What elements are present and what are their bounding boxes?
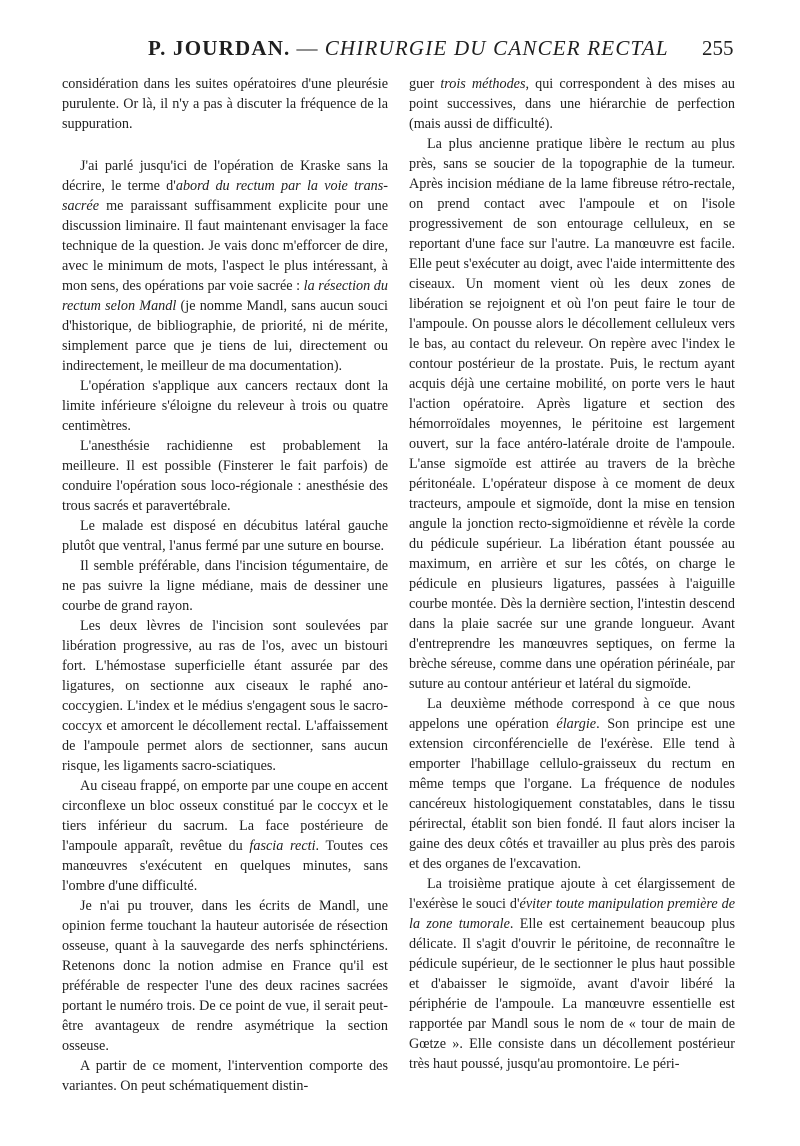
paragraph: Il semble préférable, dans l'incision tégumentaire, de ne pas suivre la ligne médiane, mais de dessiner une courbe de grand rayon. [62, 558, 388, 614]
paragraph-text: La deuxième méthode correspond à ce que nous appelons une opération [409, 696, 735, 732]
page-number: 255 [702, 36, 734, 60]
italic-term: la résection du rectum selon Mandl [62, 278, 388, 314]
paragraph-text: . Son principe est une extension circonférencielle de l'exérèse. Elle tend à emporter l'habillage cellulo-graisseux du rectum en même temps que l'organe. La fréquence de nodules cancéreux histologiquement constatables, dans le tissu périrectal, établit son bien fondé. Il faut alors inciser la gaine des deux côtés et travailler au plus près des parois et des organes de l'excavation. [409, 716, 736, 872]
left-column [62, 74, 388, 1096]
paragraph [62, 156, 388, 376]
author-name: P. JOURDAN. [148, 36, 291, 60]
right-column [409, 74, 735, 1074]
italic-term: élargie [556, 716, 597, 732]
running-title [148, 36, 708, 61]
italic-term: abord du rectum par la voie trans-sacrée [62, 178, 388, 214]
paragraph-text: , qui correspondent à des mises au point successives, dans une hiérarchie de perfection (mais aussi de difficulté). [409, 76, 735, 132]
paragraph-text: me paraissant suffisamment explicite pour une discussion liminaire. Il faut maintenant envisager la face technique de la question. Je vais donc m'efforcer de dire, avec le minimum de mots, l'aspect le plus intéressant, à mon sens, des opérations par voie sacrée : [62, 198, 388, 294]
paragraph-text: (je nomme Mandl, sans aucun souci d'historique, de bibliographie, de priorité, ni de mérite, simplement parce que je tiens de lui, directement ou indirectement, le meilleur de ma documentation). [62, 298, 389, 374]
paragraph-text: guer [409, 76, 441, 92]
paragraph-text: La troisième pratique ajoute à cet élargissement de l'exérèse le souci d' [409, 876, 735, 912]
italic-term: éviter toute manipulation première de la zone tumorale [409, 896, 735, 932]
running-header [0, 36, 800, 72]
paragraph: L'anesthésie rachidienne est probablement la meilleure. Il est possible (Finsterer le fait parfois) de conduire l'opération sous loco-régionale : anesthésie des trous sacrés et paravertébrale. [62, 438, 388, 514]
paragraph [62, 776, 388, 896]
italic-term: fascia recti [249, 838, 316, 854]
paragraph: A partir de ce moment, l'intervention comporte des variantes. On peut schématiquement distin- [62, 1058, 388, 1094]
paragraph-text: . Elle est certainement beaucoup plus délicate. Il s'agit d'ouvrir le péritoine, de reconnaître le pédicule supérieur, de le sectionner le plus haut possible et d'abaisser le sigmoïde, avant d'avoir libéré la périphérie de l'ampoule. La manœuvre essentielle est rapportée par Mandl sous le nom de « tour de main de Gœtze ». Elle consiste dans un décollement postérieur très haut poussé, jusqu'au promontoire. Le péri- [409, 916, 735, 1072]
article-subject: CHIRURGIE DU CANCER RECTAL [324, 36, 669, 60]
paragraph-text: J'ai parlé jusqu'ici de l'opération de Kraske sans la décrire, le terme d' [62, 158, 388, 194]
paragraph [409, 694, 735, 874]
paragraph: Je n'ai pu trouver, dans les écrits de Mandl, une opinion ferme touchant la hauteur autorisée de résection osseuse, quant à la sauvegarde des nerfs sphinctériens. Retenons donc la notion admise en France qu'il est préférable de respecter l'une des deux racines sacrées portant le numéro trois. De ce point de vue, il serait peut-être avantageux de rendre asymétrique la section osseuse. [62, 898, 388, 1054]
paragraph: La plus ancienne pratique libère le rectum au plus près, sans se soucier de la topographie de la tumeur. Après incision médiane de la lame fibreuse rétro-rectale, on prend contact avec l'ampoule et on l'isole progressivement de son entourage celluleux, en se reportant d'une face sur l'autre. La manœuvre est facile. Elle peut s'exécuter au doigt, avec l'aide intermittente des ciseaux. Un moment vient où les deux zones de libération se rejoignent et où l'on peut faire le tour de l'ampoule. On pousse alors le décollement celluleux vers le bas, au contact du releveur. On repère avec l'index le contour postérieur de la prostate. Puis, le rectum ayant acquis déjà une certaine mobilité, on porte vers le haut l'action opératoire. Après ligature et section des hémorroïdales moyennes, le péritoine est largement ouvert, sur la face antéro-latérale droite de l'ampoule. L'anse sigmoïde est attirée au travers de la brèche péritonéale. L'opérateur dispose à ce moment de deux tracteurs, ampoule et sigmoïde, dont la mise en tension angule la jonction recto-sigmoïdienne et révèle la corde du pédicule supérieur. La libération étant poussée au maximum, en arrière et sur les côtés, on charge le pédicule en plusieurs ligatures, passées à l'aiguille courbe montée. Dès la dernière section, l'intestin descend dans la plaie sacrée sur une grande longueur. Avant d'entreprendre les manœuvres septiques, on ferme la brèche séreuse, comme dans une opération périnéale, par suture au contour antérieur et latéral du sigmoïde. [409, 136, 735, 692]
paragraph-text: . Toutes ces manœuvres s'exécutent en quelques minutes, sans l'ombre d'une difficulté. [62, 838, 388, 894]
paragraph-text: Au ciseau frappé, on emporte par une coupe en accent circonflexe un bloc osseux constitué par le coccyx et le tiers inférieur du sacrum. La face postérieure de l'ampoule apparaît, revêtue du [62, 778, 388, 854]
italic-term: trois méthodes [440, 76, 526, 92]
paragraph: Le malade est disposé en décubitus latéral gauche plutôt que ventral, l'anus fermé par une suture en bourse. [62, 518, 388, 554]
paragraph [409, 74, 735, 134]
paragraph: L'opération s'applique aux cancers rectaux dont la limite inférieure s'éloigne du releveur à trois ou quatre centimètres. [62, 378, 388, 434]
paragraph: Les deux lèvres de l'incision sont soulevées par libération progressive, au ras de l'os, avec un bistouri fort. L'hémostase superficielle étant assurée par des ligatures, on sectionne aux ciseaux le raphé ano-coccygien. L'index et le médius s'engagent sous le sacro-coccyx et amorcent le décollement rectal. L'affaissement de l'ampoule permet alors de sectionner, sans aucun risque, les ligaments sacro-sciatiques. [62, 618, 388, 774]
paragraph: considération dans les suites opératoires d'une pleurésie purulente. Or là, il n'y a pas à discuter la fréquence de la suppuration. [62, 76, 388, 132]
paragraph [409, 874, 735, 1074]
title-dash: — [296, 36, 319, 60]
